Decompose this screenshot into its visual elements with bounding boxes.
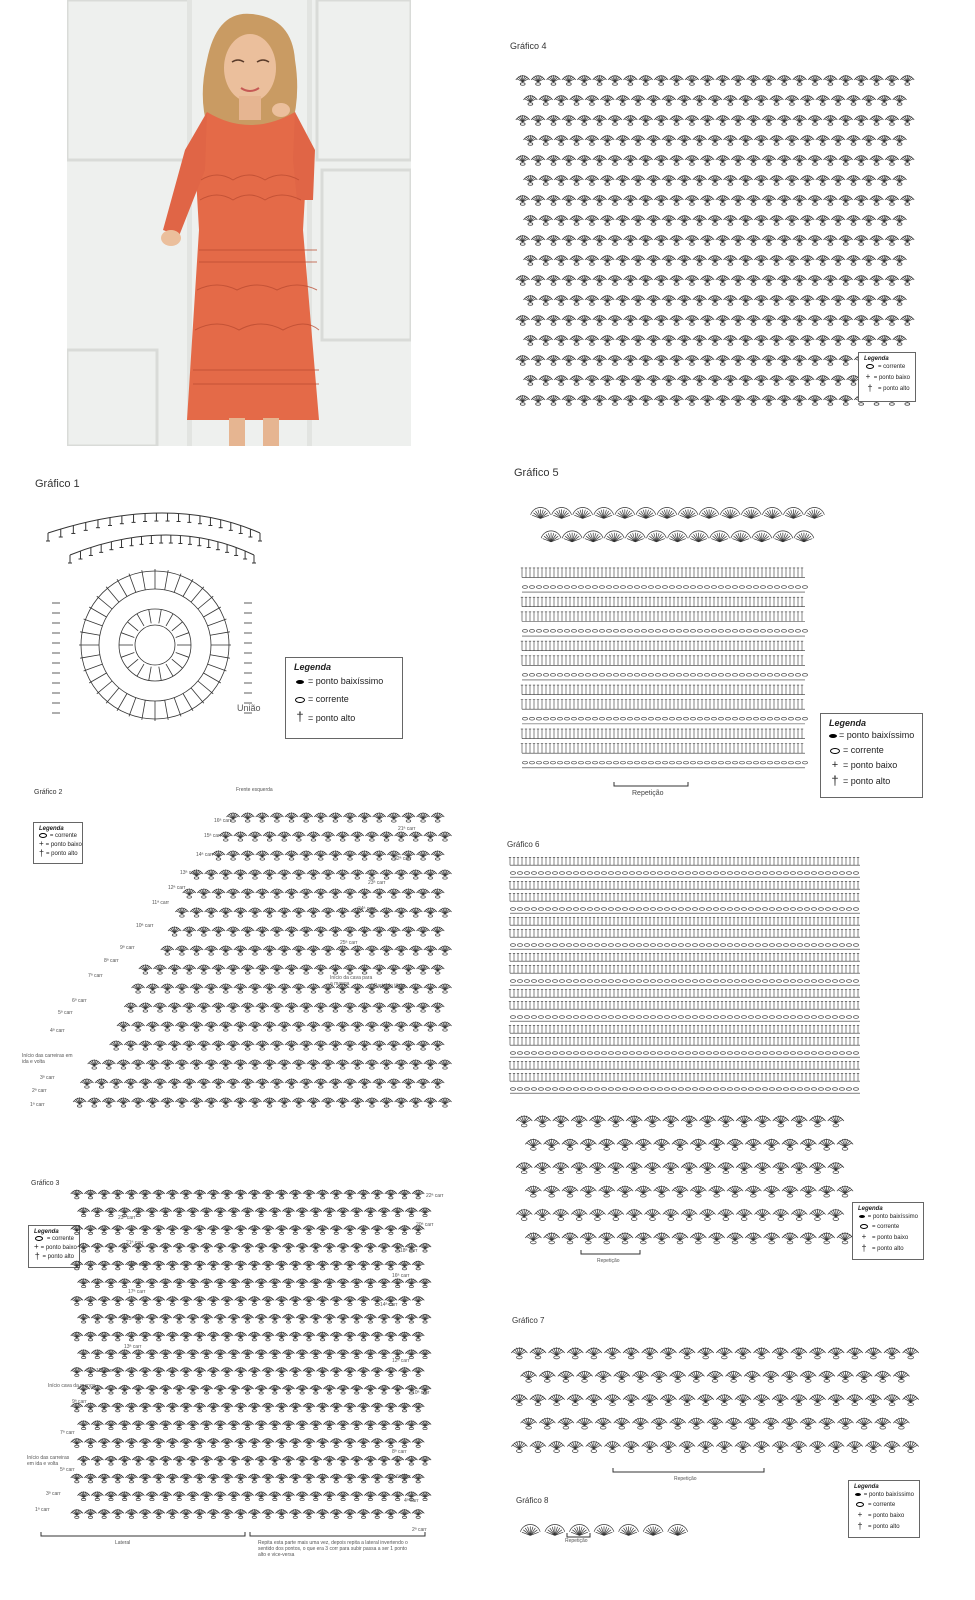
legend-item: + = ponto baixo <box>39 840 77 849</box>
legend-item: = corrente <box>858 1222 918 1232</box>
row-label: 12ª carr <box>392 1358 410 1364</box>
chart-3-label-start-rows: Início das carreiras em ida e volta <box>27 1455 70 1467</box>
legend-item: † = ponto alto <box>39 849 77 859</box>
chart-6-repeat-label: Repetição <box>597 1258 620 1264</box>
chart-4-title: Gráfico 4 <box>510 41 547 51</box>
legend-item: = corrente <box>294 690 394 708</box>
legend-title: Legenda <box>854 1484 879 1490</box>
row-label: 12ª carr <box>168 885 186 891</box>
legend-item: + = ponto baixo <box>858 1232 918 1243</box>
row-label: 8ª carr <box>392 1449 407 1455</box>
chart-6-title: Gráfico 6 <box>507 840 540 849</box>
row-label: 5ª carr <box>60 1467 75 1473</box>
chart-3-label-sleeve: Início cava da manga <box>48 1383 96 1389</box>
legend-item: † = ponto alto <box>34 1252 74 1262</box>
legend-title: Legenda <box>829 718 867 728</box>
chart-7-repeat-label: Repetição <box>674 1476 697 1482</box>
legend-item: = corrente <box>34 1235 74 1243</box>
row-label: 3ª carr <box>40 1075 55 1081</box>
chart-2-label-start-rows: Início das carreiras em ida e volta <box>22 1053 73 1065</box>
legend-item: + = ponto baixo <box>854 1510 914 1521</box>
chart-5-title: Gráfico 5 <box>514 467 559 479</box>
row-label: 15ª carr <box>126 1316 144 1322</box>
row-label: 16ª carr <box>392 1273 410 1279</box>
row-label: 10ª carr <box>136 923 154 929</box>
row-label: 16ª carr <box>214 818 232 824</box>
chart-3-label-lateral: Lateral <box>115 1540 131 1546</box>
legend-item: = corrente <box>864 362 910 372</box>
chart-1-union-label: União <box>237 703 261 713</box>
row-label: 9ª carr <box>120 945 135 951</box>
legend-item: = corrente <box>854 1500 914 1510</box>
row-label: 20ª carr <box>416 1222 434 1228</box>
legend-item: + = ponto baixo <box>864 372 910 383</box>
chart-5-repeat-label: Repetição <box>632 790 664 797</box>
legend-item: † = ponto alto <box>854 1521 914 1533</box>
row-label: 17ª carr <box>128 1289 146 1295</box>
legend-item: = ponto baixíssimo <box>854 1490 914 1500</box>
legend-item: + = ponto baixo <box>34 1243 74 1252</box>
legend-title: Legenda <box>39 826 64 832</box>
row-label: 6ª carr <box>72 998 87 1004</box>
row-label: 7ª carr <box>88 973 103 979</box>
row-label: 1ª carr <box>30 1102 45 1108</box>
row-label: 19ª carr <box>130 1262 148 1268</box>
row-label: 11ª carr <box>96 1368 114 1374</box>
chart-8-repeat-label: Repetição <box>565 1538 588 1544</box>
row-label: 25ª carr <box>340 940 358 946</box>
chart-2-label-front: Frente esquerda <box>236 787 273 793</box>
chart-2-title: Gráfico 2 <box>34 789 63 796</box>
legend-item: + = ponto baixo <box>829 758 914 773</box>
row-label: 1ª carr <box>35 1507 50 1513</box>
row-label: 2ª carr <box>412 1527 427 1533</box>
row-label: 10ª carr <box>412 1390 430 1396</box>
row-label: 23ª carr <box>118 1215 136 1221</box>
legend-item: † = ponto alto <box>294 708 394 727</box>
legend-title: Legenda <box>864 356 889 362</box>
row-label: 15ª carr <box>204 833 222 839</box>
chart-2-label-torso: Parte do tôrso <box>374 983 406 989</box>
row-label: 2ª carr <box>32 1088 47 1094</box>
legend-item: † = ponto alto <box>858 1243 918 1255</box>
legend-item: = corrente <box>829 743 914 758</box>
row-label: 7ª carr <box>60 1430 75 1436</box>
row-label: 14ª carr <box>380 1302 398 1308</box>
row-label: 13ª carr <box>180 870 198 876</box>
row-label: 21ª carr <box>398 826 416 832</box>
legend-title: Legenda <box>294 662 332 672</box>
chart-8-title: Gráfico 8 <box>516 1496 549 1505</box>
legend-item: = corrente <box>39 832 77 840</box>
row-label: 18ª carr <box>400 1248 418 1254</box>
row-label: 11ª carr <box>152 900 170 906</box>
row-label: 8ª carr <box>104 958 119 964</box>
row-label: 5ª carr <box>58 1010 73 1016</box>
chart-3-title: Gráfico 3 <box>31 1180 60 1187</box>
row-label: 22ª carr <box>394 856 412 862</box>
row-label: 24ª carr <box>358 906 376 912</box>
legend-item: = ponto baixíssimo <box>858 1212 918 1222</box>
row-label: 9ª carr <box>72 1399 87 1405</box>
legend-item: † = ponto alto <box>829 773 914 790</box>
row-label: 22ª carr <box>426 1193 444 1199</box>
legend-title: Legenda <box>34 1229 59 1235</box>
legend-item: † = ponto alto <box>864 383 910 395</box>
legend-title: Legenda <box>858 1206 883 1212</box>
row-label: 23ª carr <box>368 880 386 886</box>
chart-3-label-repeat-note: Repita esta parte mais uma vez, depois repita a lateral invertendo o sentido dos pontos, o que era 3 corr para subir passa a ser 1 ponto alto e vice-versa <box>258 1540 408 1558</box>
row-label: 4ª carr <box>50 1028 65 1034</box>
row-label: 13ª carr <box>124 1344 142 1350</box>
row-label: 4ª carr <box>404 1498 419 1504</box>
legend-item: = ponto baixíssimo <box>829 728 914 743</box>
legend-item: = ponto baixíssimo <box>294 672 394 690</box>
row-label: 14ª carr <box>196 852 214 858</box>
row-label: 6ª carr <box>396 1474 411 1480</box>
row-label: 21ª carr <box>126 1240 144 1246</box>
chart-1-title: Gráfico 1 <box>35 478 80 490</box>
row-label: 3ª carr <box>46 1491 61 1497</box>
chart-7-title: Gráfico 7 <box>512 1316 545 1325</box>
chart-2-label-armhole: Início da cava para a manga <box>330 975 373 987</box>
